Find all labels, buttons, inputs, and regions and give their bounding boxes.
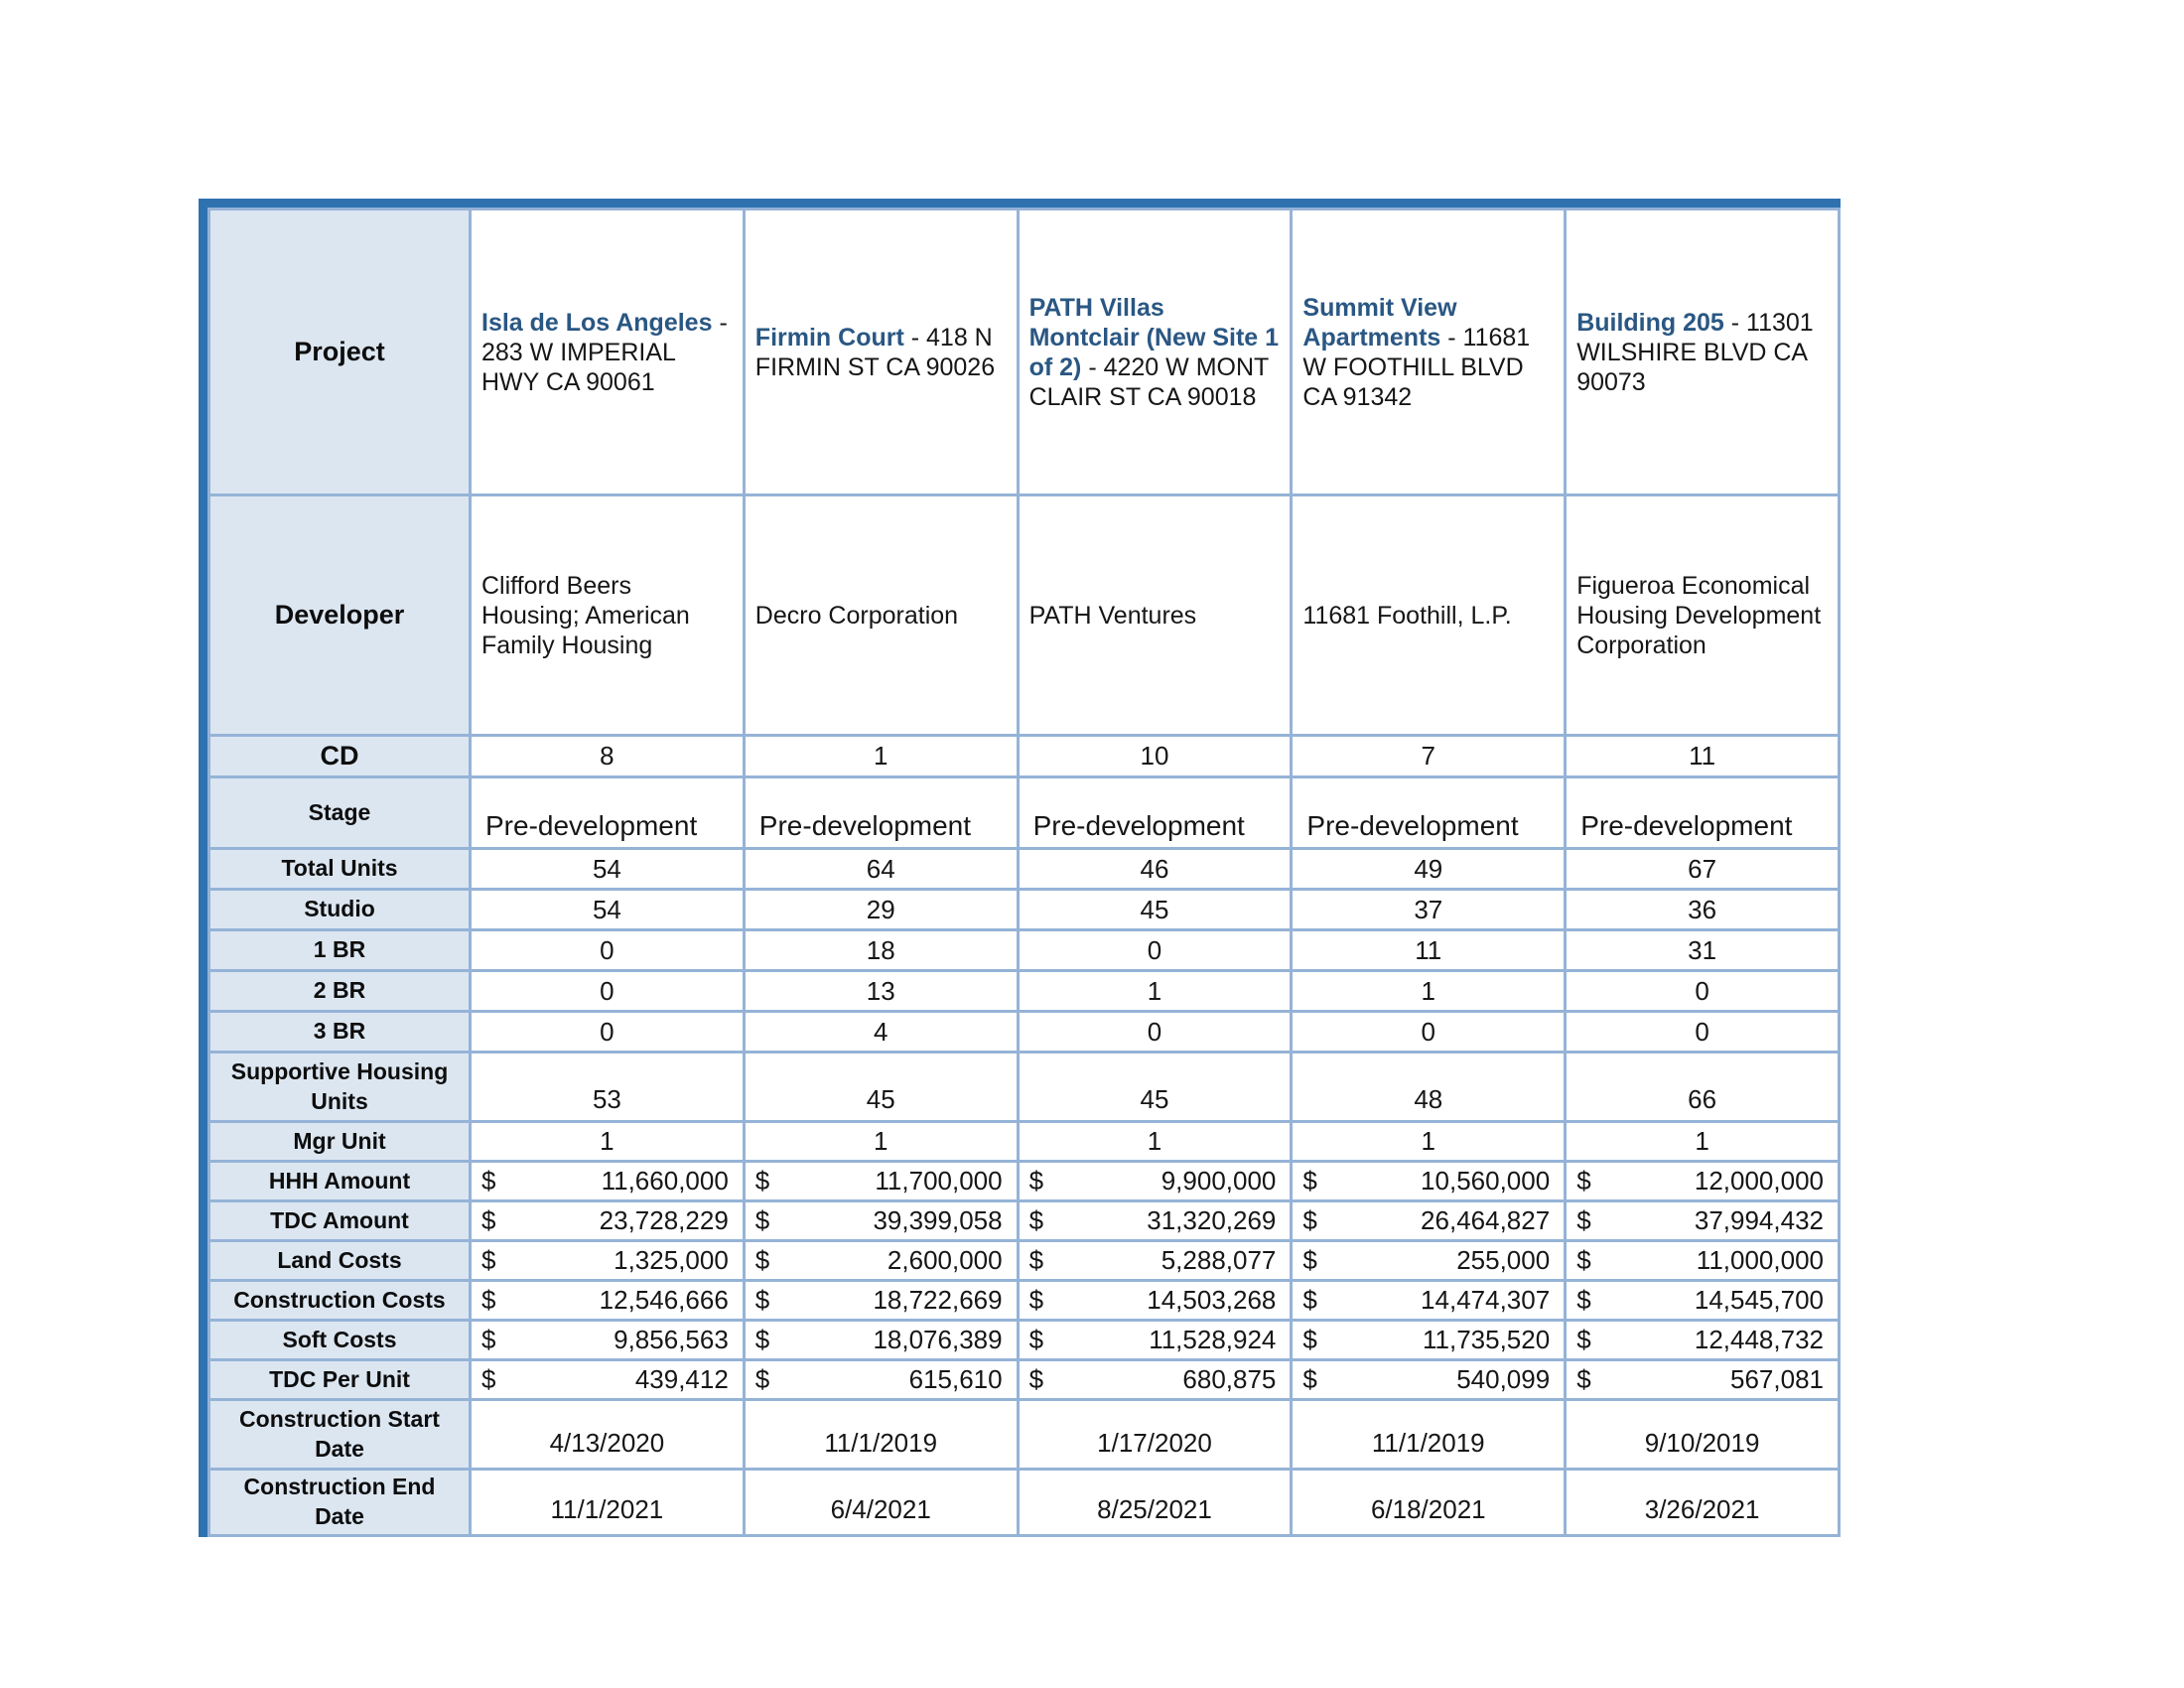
mgr-unit-cell: 1: [471, 1122, 745, 1162]
row-label-tdc-amount: TDC Amount: [209, 1201, 471, 1241]
three-br-cell: 0: [1018, 1012, 1292, 1053]
amount-value: 11,660,000: [601, 1166, 729, 1196]
amount-value: 11,528,924: [1149, 1325, 1277, 1355]
dollar-sign: $: [481, 1285, 496, 1316]
amount-value: 18,722,669: [873, 1285, 1003, 1316]
three-br-cell: 4: [744, 1012, 1018, 1053]
row-label-project: Project: [209, 210, 471, 495]
hhh-amount-cell: [1566, 1162, 1840, 1201]
row-label-hhh-amount: HHH Amount: [209, 1162, 471, 1201]
construction-start-cell: 1/17/2020: [1018, 1400, 1292, 1470]
total-units-cell: 49: [1292, 849, 1566, 890]
supportive-units-cell: 45: [744, 1053, 1018, 1122]
dollar-sign: $: [1302, 1205, 1317, 1236]
construction-start-cell: 4/13/2020: [471, 1400, 745, 1470]
row-label-stage: Stage: [209, 777, 471, 849]
row-label-total-units: Total Units: [209, 849, 471, 890]
project-address: - 11301 WILSHIRE BLVD CA 90073: [1576, 308, 1814, 396]
amount-value: 31,320,269: [1147, 1205, 1277, 1236]
projects-data-table: [207, 208, 1841, 1537]
hhh-amount-cell: [744, 1162, 1018, 1201]
project-name: PATH Villas Montclair (New Site 1 of 2): [1028, 293, 1280, 381]
amount-value: 1,325,000: [614, 1245, 729, 1276]
project-header-cell: [1292, 210, 1566, 495]
construction-start-cell: 11/1/2019: [744, 1400, 1018, 1470]
hhh-amount-row: [209, 1162, 1840, 1201]
dollar-sign: $: [754, 1364, 770, 1395]
mgr-unit-cell: 1: [1018, 1122, 1292, 1162]
projects-table: [199, 199, 1841, 1537]
tdc-per-unit-row: [209, 1360, 1840, 1400]
amount-value: 439,412: [634, 1364, 729, 1395]
stage-cell: Pre-development: [1018, 777, 1292, 849]
amount-value: 615,610: [908, 1364, 1003, 1395]
land-costs-cell: [471, 1241, 745, 1281]
amount-value: 9,900,000: [1160, 1166, 1277, 1196]
developer-row: [209, 495, 1840, 736]
construction-start-row: [209, 1400, 1840, 1470]
tdc-per-unit-cell: [471, 1360, 745, 1400]
construction-end-row: [209, 1470, 1840, 1536]
project-address: - 11681 W FOOTHILL BLVD CA 91342: [1302, 323, 1531, 411]
supportive-units-cell: 66: [1566, 1053, 1840, 1122]
studio-cell: 36: [1566, 890, 1840, 930]
dollar-sign: $: [754, 1325, 770, 1355]
project-header-cell: [1018, 210, 1292, 495]
construction-end-cell: 6/18/2021: [1292, 1470, 1566, 1536]
construction-costs-cell: [1292, 1281, 1566, 1321]
tdc-amount-row: [209, 1201, 1840, 1241]
two-br-cell: 1: [1292, 971, 1566, 1012]
dollar-sign: $: [1302, 1245, 1317, 1276]
land-costs-row: [209, 1241, 1840, 1281]
one-br-cell: 11: [1292, 930, 1566, 971]
amount-value: 37,994,432: [1694, 1205, 1824, 1236]
stage-cell: Pre-development: [471, 777, 745, 849]
dollar-sign: $: [754, 1205, 770, 1236]
soft-costs-cell: [744, 1321, 1018, 1360]
dollar-sign: $: [1028, 1245, 1044, 1276]
tdc-per-unit-cell: [1018, 1360, 1292, 1400]
three-br-row: [209, 1012, 1840, 1053]
tdc-amount-cell: [1566, 1201, 1840, 1241]
amount-value: 540,099: [1456, 1364, 1551, 1395]
amount-value: 11,700,000: [875, 1166, 1003, 1196]
cd-cell: 1: [744, 736, 1018, 777]
project-name: Summit View Apartments: [1302, 293, 1457, 352]
project-name: Firmin Court: [754, 323, 904, 352]
studio-cell: 45: [1018, 890, 1292, 930]
two-br-row: [209, 971, 1840, 1012]
dollar-sign: $: [1302, 1325, 1317, 1355]
land-costs-cell: [1018, 1241, 1292, 1281]
dollar-sign: $: [1028, 1205, 1044, 1236]
studio-cell: 29: [744, 890, 1018, 930]
dollar-sign: $: [1028, 1325, 1044, 1355]
dollar-sign: $: [1576, 1166, 1591, 1196]
row-label-1br: 1 BR: [209, 930, 471, 971]
cd-cell: 8: [471, 736, 745, 777]
developer-cell: Decro Corporation: [744, 495, 1018, 736]
construction-costs-cell: [1018, 1281, 1292, 1321]
soft-costs-cell: [1566, 1321, 1840, 1360]
mgr-unit-cell: 1: [1292, 1122, 1566, 1162]
amount-value: 12,000,000: [1694, 1166, 1824, 1196]
developer-cell: Clifford Beers Housing; American Family Housing: [471, 495, 745, 736]
construction-costs-row: [209, 1281, 1840, 1321]
supportive-units-cell: 53: [471, 1053, 745, 1122]
amount-value: 23,728,229: [599, 1205, 729, 1236]
construction-start-cell: 11/1/2019: [1292, 1400, 1566, 1470]
mgr-unit-cell: 1: [744, 1122, 1018, 1162]
construction-end-cell: 6/4/2021: [744, 1470, 1018, 1536]
tdc-amount-cell: [1292, 1201, 1566, 1241]
stage-cell: Pre-development: [1566, 777, 1840, 849]
dollar-sign: $: [481, 1245, 496, 1276]
land-costs-cell: [1292, 1241, 1566, 1281]
two-br-cell: 1: [1018, 971, 1292, 1012]
dollar-sign: $: [754, 1245, 770, 1276]
construction-end-cell: 11/1/2021: [471, 1470, 745, 1536]
row-label-cd: CD: [209, 736, 471, 777]
construction-costs-cell: [744, 1281, 1018, 1321]
one-br-cell: 18: [744, 930, 1018, 971]
land-costs-cell: [1566, 1241, 1840, 1281]
soft-costs-cell: [471, 1321, 745, 1360]
total-units-cell: 64: [744, 849, 1018, 890]
mgr-unit-row: [209, 1122, 1840, 1162]
amount-value: 567,081: [1730, 1364, 1824, 1395]
one-br-cell: 31: [1566, 930, 1840, 971]
row-label-supportive-units: Supportive Housing Units: [209, 1053, 471, 1122]
cd-cell: 10: [1018, 736, 1292, 777]
stage-cell: Pre-development: [1292, 777, 1566, 849]
cd-row: [209, 736, 1840, 777]
one-br-cell: 0: [1018, 930, 1292, 971]
project-address: - 4220 W MONT CLAIR ST CA 90018: [1028, 352, 1269, 411]
row-label-mgr-unit: Mgr Unit: [209, 1122, 471, 1162]
amount-value: 12,448,732: [1694, 1325, 1824, 1355]
total-units-cell: 46: [1018, 849, 1292, 890]
construction-end-cell: 3/26/2021: [1566, 1470, 1840, 1536]
row-label-tdc-per-unit: TDC Per Unit: [209, 1360, 471, 1400]
soft-costs-cell: [1292, 1321, 1566, 1360]
supportive-units-cell: 48: [1292, 1053, 1566, 1122]
studio-cell: 37: [1292, 890, 1566, 930]
project-header-cell: [744, 210, 1018, 495]
amount-value: 680,875: [1182, 1364, 1277, 1395]
dollar-sign: $: [1028, 1285, 1044, 1316]
amount-value: 12,546,666: [599, 1285, 729, 1316]
dollar-sign: $: [481, 1325, 496, 1355]
amount-value: 9,856,563: [614, 1325, 729, 1355]
construction-end-cell: 8/25/2021: [1018, 1470, 1292, 1536]
project-address: - 283 W IMPERIAL HWY CA 90061: [481, 308, 728, 396]
amount-value: 2,600,000: [887, 1245, 1003, 1276]
dollar-sign: $: [1576, 1364, 1591, 1395]
project-name: Isla de Los Angeles: [481, 308, 713, 337]
total-units-cell: 54: [471, 849, 745, 890]
studio-cell: 54: [471, 890, 745, 930]
cd-cell: 11: [1566, 736, 1840, 777]
amount-value: 14,545,700: [1694, 1285, 1824, 1316]
stage-row: [209, 777, 1840, 849]
tdc-amount-cell: [744, 1201, 1018, 1241]
construction-costs-cell: [1566, 1281, 1840, 1321]
cd-cell: 7: [1292, 736, 1566, 777]
two-br-cell: 0: [471, 971, 745, 1012]
amount-value: 14,474,307: [1421, 1285, 1551, 1316]
amount-value: 26,464,827: [1421, 1205, 1551, 1236]
tdc-amount-cell: [1018, 1201, 1292, 1241]
developer-cell: 11681 Foothill, L.P.: [1292, 495, 1566, 736]
row-label-construction-costs: Construction Costs: [209, 1281, 471, 1321]
dollar-sign: $: [754, 1285, 770, 1316]
three-br-cell: 0: [1292, 1012, 1566, 1053]
dollar-sign: $: [1576, 1205, 1591, 1236]
row-label-developer: Developer: [209, 495, 471, 736]
row-label-construction-start: Construction Start Date: [209, 1400, 471, 1470]
developer-cell: PATH Ventures: [1018, 495, 1292, 736]
construction-start-cell: 9/10/2019: [1566, 1400, 1840, 1470]
tdc-amount-cell: [471, 1201, 745, 1241]
amount-value: 11,735,520: [1422, 1325, 1551, 1355]
amount-value: 14,503,268: [1147, 1285, 1277, 1316]
project-header-cell: [1566, 210, 1840, 495]
row-label-2br: 2 BR: [209, 971, 471, 1012]
tdc-per-unit-cell: [1566, 1360, 1840, 1400]
project-address: - 418 N FIRMIN ST CA 90026: [754, 323, 996, 381]
row-label-soft-costs: Soft Costs: [209, 1321, 471, 1360]
dollar-sign: $: [1576, 1325, 1591, 1355]
row-label-land-costs: Land Costs: [209, 1241, 471, 1281]
three-br-cell: 0: [471, 1012, 745, 1053]
row-label-studio: Studio: [209, 890, 471, 930]
two-br-cell: 13: [744, 971, 1018, 1012]
amount-value: 39,399,058: [873, 1205, 1003, 1236]
dollar-sign: $: [1302, 1364, 1317, 1395]
total-units-cell: 67: [1566, 849, 1840, 890]
tdc-per-unit-cell: [1292, 1360, 1566, 1400]
dollar-sign: $: [1576, 1285, 1591, 1316]
dollar-sign: $: [1028, 1166, 1044, 1196]
one-br-row: [209, 930, 1840, 971]
dollar-sign: $: [1302, 1285, 1317, 1316]
amount-value: 18,076,389: [873, 1325, 1003, 1355]
row-label-construction-end: Construction End Date: [209, 1470, 471, 1536]
soft-costs-cell: [1018, 1321, 1292, 1360]
amount-value: 11,000,000: [1696, 1245, 1824, 1276]
amount-value: 255,000: [1456, 1245, 1551, 1276]
dollar-sign: $: [1028, 1364, 1044, 1395]
project-row: [209, 210, 1840, 495]
mgr-unit-cell: 1: [1566, 1122, 1840, 1162]
land-costs-cell: [744, 1241, 1018, 1281]
hhh-amount-cell: [471, 1162, 745, 1201]
one-br-cell: 0: [471, 930, 745, 971]
amount-value: 5,288,077: [1160, 1245, 1277, 1276]
project-name: Building 205: [1576, 308, 1724, 337]
construction-costs-cell: [471, 1281, 745, 1321]
developer-cell: Figueroa Economical Housing Development Corporation: [1566, 495, 1840, 736]
total-units-row: [209, 849, 1840, 890]
supportive-units-row: [209, 1053, 1840, 1122]
dollar-sign: $: [1576, 1245, 1591, 1276]
two-br-cell: 0: [1566, 971, 1840, 1012]
dollar-sign: $: [481, 1166, 496, 1196]
dollar-sign: $: [754, 1166, 770, 1196]
dollar-sign: $: [1302, 1166, 1317, 1196]
soft-costs-row: [209, 1321, 1840, 1360]
hhh-amount-cell: [1018, 1162, 1292, 1201]
supportive-units-cell: 45: [1018, 1053, 1292, 1122]
hhh-amount-cell: [1292, 1162, 1566, 1201]
stage-cell: Pre-development: [744, 777, 1018, 849]
dollar-sign: $: [481, 1364, 496, 1395]
dollar-sign: $: [481, 1205, 496, 1236]
amount-value: 10,560,000: [1421, 1166, 1551, 1196]
three-br-cell: 0: [1566, 1012, 1840, 1053]
project-header-cell: [471, 210, 745, 495]
studio-row: [209, 890, 1840, 930]
row-label-3br: 3 BR: [209, 1012, 471, 1053]
tdc-per-unit-cell: [744, 1360, 1018, 1400]
